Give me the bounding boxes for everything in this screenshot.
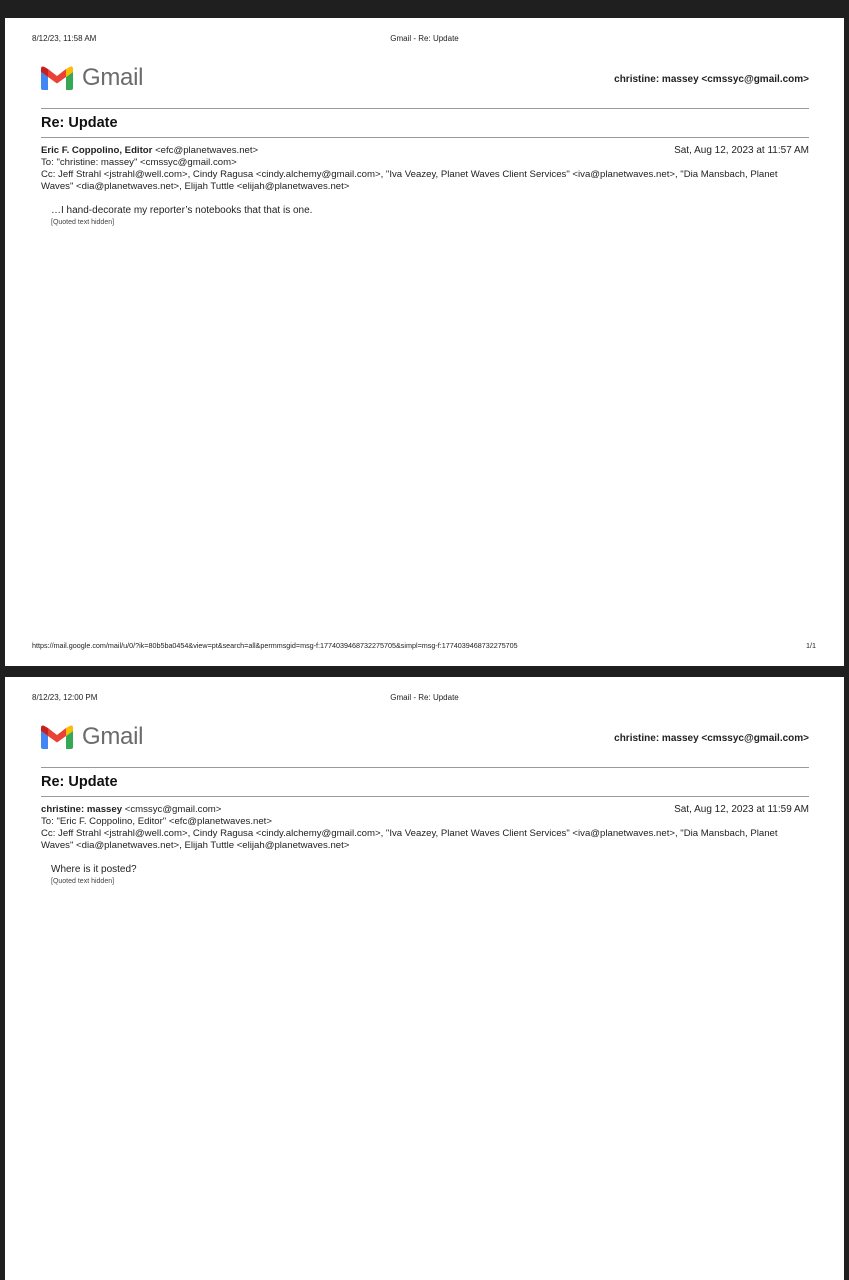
to-line: To: "Eric F. Coppolino, Editor" <efc@planetwaves.net> xyxy=(41,816,272,827)
sent-date: Sat, Aug 12, 2023 at 11:59 AM xyxy=(674,804,809,815)
gmail-wordmark: Gmail xyxy=(82,723,144,750)
gmail-m-logo-icon xyxy=(41,725,73,749)
email-subject: Re: Update xyxy=(41,115,118,131)
print-date: 8/12/23, 11:58 AM xyxy=(32,34,97,43)
sender-email: <efc@planetwaves.net> xyxy=(155,145,259,156)
divider xyxy=(41,108,809,109)
footer-url: https://mail.google.com/mail/u/0/?ik=80b5ba0454&view=pt&search=all&permmsgid=msg-f:1774039468732275705&simpl=msg-f:1774039468732275705 xyxy=(32,641,518,650)
cc-line: Cc: Jeff Strahl <jstrahl@well.com>, Cindy Ragusa <cindy.alchemy@gmail.com>, "Iva Veazey, Planet Waves Client Services" <iva@planetwaves.net>, "Dia Mansbach, Planet Waves" <dia@planetwaves.net>, Elijah Tuttle <elijah@planetwaves.net> xyxy=(41,828,778,851)
email-subject: Re: Update xyxy=(41,774,118,790)
printed-page-1 xyxy=(5,18,844,666)
print-title: Gmail - Re: Update xyxy=(390,34,459,43)
gmail-logo xyxy=(41,724,143,750)
gmail-logo xyxy=(41,65,143,91)
cc-line: Cc: Jeff Strahl <jstrahl@well.com>, Cindy Ragusa <cindy.alchemy@gmail.com>, "Iva Veazey, Planet Waves Client Services" <iva@planetwaves.net>, "Dia Mansbach, Planet Waves" <dia@planetwaves.net>, Elijah Tuttle <elijah@planetwaves.net> xyxy=(41,169,778,192)
printed-page-2 xyxy=(5,677,844,1280)
sender-name: Eric F. Coppolino, Editor xyxy=(41,145,153,156)
message-header xyxy=(41,145,809,193)
print-date: 8/12/23, 12:00 PM xyxy=(32,693,98,702)
message-body: Where is it posted? xyxy=(51,864,137,875)
sender-email: <cmssyc@gmail.com> xyxy=(124,804,222,815)
message-body: …I hand-decorate my reporter’s notebooks that that is one. xyxy=(51,205,313,216)
divider xyxy=(41,767,809,768)
message-header xyxy=(41,804,809,852)
account-label: christine: massey <cmssyc@gmail.com> xyxy=(614,733,809,744)
quoted-text-hidden: [Quoted text hidden] xyxy=(51,219,115,226)
gmail-m-logo-icon xyxy=(41,66,73,90)
gmail-wordmark: Gmail xyxy=(82,64,144,91)
sent-date: Sat, Aug 12, 2023 at 11:57 AM xyxy=(674,145,809,156)
sender-name: christine: massey xyxy=(41,804,123,815)
divider xyxy=(41,796,809,797)
divider xyxy=(41,137,809,138)
quoted-text-hidden: [Quoted text hidden] xyxy=(51,878,115,885)
to-line: To: "christine: massey" <cmssyc@gmail.com> xyxy=(41,157,237,168)
footer-page-number: 1/1 xyxy=(806,641,816,650)
print-title: Gmail - Re: Update xyxy=(390,693,459,702)
account-label: christine: massey <cmssyc@gmail.com> xyxy=(614,74,809,85)
